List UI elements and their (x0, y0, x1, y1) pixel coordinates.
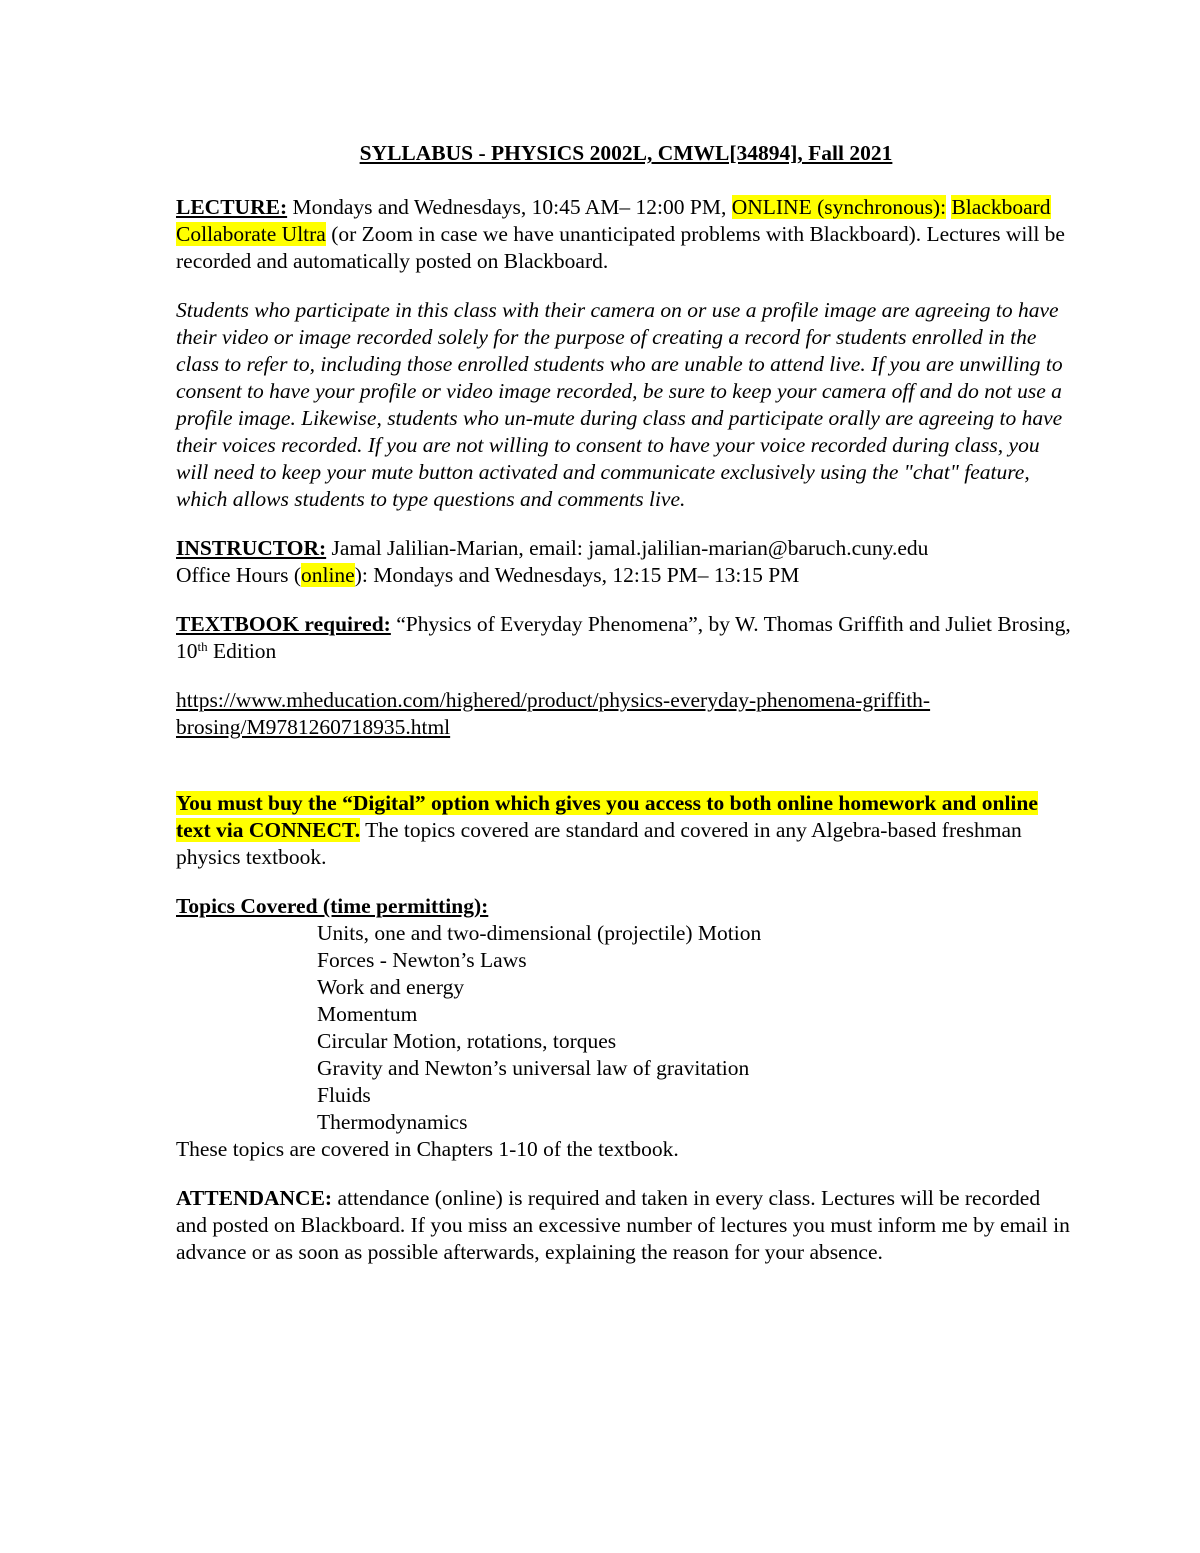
topics-section (176, 893, 1076, 1163)
list-item: Circular Motion, rotations, torques (317, 1029, 617, 1053)
attendance-paragraph (176, 1185, 1076, 1266)
textbook-title: “Physics of Everyday Phenomena”, by W. Thomas Griffith and Juliet Brosing, 10 (176, 612, 1071, 663)
office-hours-online-highlight: online (300, 563, 355, 587)
textbook-link-paragraph (176, 687, 1076, 741)
textbook-paragraph (176, 611, 1076, 665)
lecture-label: LECTURE: (176, 195, 288, 219)
digital-paragraph (176, 790, 1076, 871)
topics-heading: Topics Covered (time permitting): (176, 894, 489, 918)
instructor-contact: Jamal Jalilian-Marian, email: jamal.jalilian-marian@baruch.cuny.edu (326, 536, 929, 560)
lecture-schedule: Mondays and Wednesdays, 10:45 AM– 12:00 PM, (287, 195, 732, 219)
lecture-online-highlight: ONLINE (synchronous): (731, 195, 947, 219)
textbook-url-link[interactable]: https://www.mheducation.com/highered/product/physics-everyday-phenomena-griffith-brosing/M9781260718935.html (176, 688, 931, 739)
lecture-paragraph (176, 194, 1076, 275)
textbook-label: TEXTBOOK required: (176, 612, 391, 636)
textbook-edition: Edition (207, 639, 277, 663)
recording-notice: Students who participate in this class with their camera on or use a profile image are agreeing to have their video or image recorded solely for the purpose of creating a record for students enrolled in the class to refer to, including those enrolled students who are unable to attend live. If you are unwilling to consent to have your profile or video image recorded, be sure to keep your camera off and do not use a profile image. Likewise, students who un-mute during class and participate orally are agreeing to have their voices recorded. If you are not willing to consent to have your voice recorded during class, you will need to keep your mute button activated and communicate exclusively using the "chat" feature, which allows students to type questions and comments live. (176, 298, 1063, 511)
attendance-label: ATTENDANCE: (176, 1186, 333, 1210)
digital-topics-note: The topics covered are standard and covered in any Algebra-based freshman physics textbook. (176, 818, 1022, 869)
lecture-details: (or Zoom in case we have unanticipated problems with Blackboard). Lectures will be recorded and automatically posted on Blackboard. (176, 222, 1065, 273)
list-item: Fluids (317, 1083, 371, 1107)
document-title: SYLLABUS - PHYSICS 2002L, CMWL[34894], Fall 2021 (359, 141, 893, 165)
topics-footer: These topics are covered in Chapters 1-10 of the textbook. (176, 1137, 679, 1161)
instructor-paragraph (176, 535, 1076, 589)
topics-list (176, 920, 1076, 1136)
list-item: Thermodynamics (317, 1110, 468, 1134)
list-item: Momentum (317, 1002, 418, 1026)
instructor-label: INSTRUCTOR: (176, 536, 327, 560)
syllabus-page (176, 140, 1076, 1288)
list-item: Gravity and Newton’s universal law of gravitation (317, 1056, 750, 1080)
list-item: Forces - Newton’s Laws (317, 948, 527, 972)
edition-superscript: th (197, 639, 208, 654)
office-hours-prefix: Office Hours ( (176, 563, 301, 587)
list-item: Work and energy (317, 975, 465, 999)
attendance-text: attendance (online) is required and taken in every class. Lectures will be recorded and posted on Blackboard. If you miss an excessive number of lectures you must inform me by email in advance or as soon as possible afterwards, explaining the reason for your absence. (176, 1186, 1070, 1264)
lecture-platform-highlight: Blackboard Collaborate Ultra (176, 195, 1051, 246)
list-item: Units, one and two-dimensional (projectile) Motion (317, 921, 762, 945)
office-hours-schedule: ): Mondays and Wednesdays, 12:15 PM– 13:15 PM (354, 563, 800, 587)
digital-option-highlight: You must buy the “Digital” option which gives you access to both online homework and online text via CONNECT. (176, 791, 1038, 842)
